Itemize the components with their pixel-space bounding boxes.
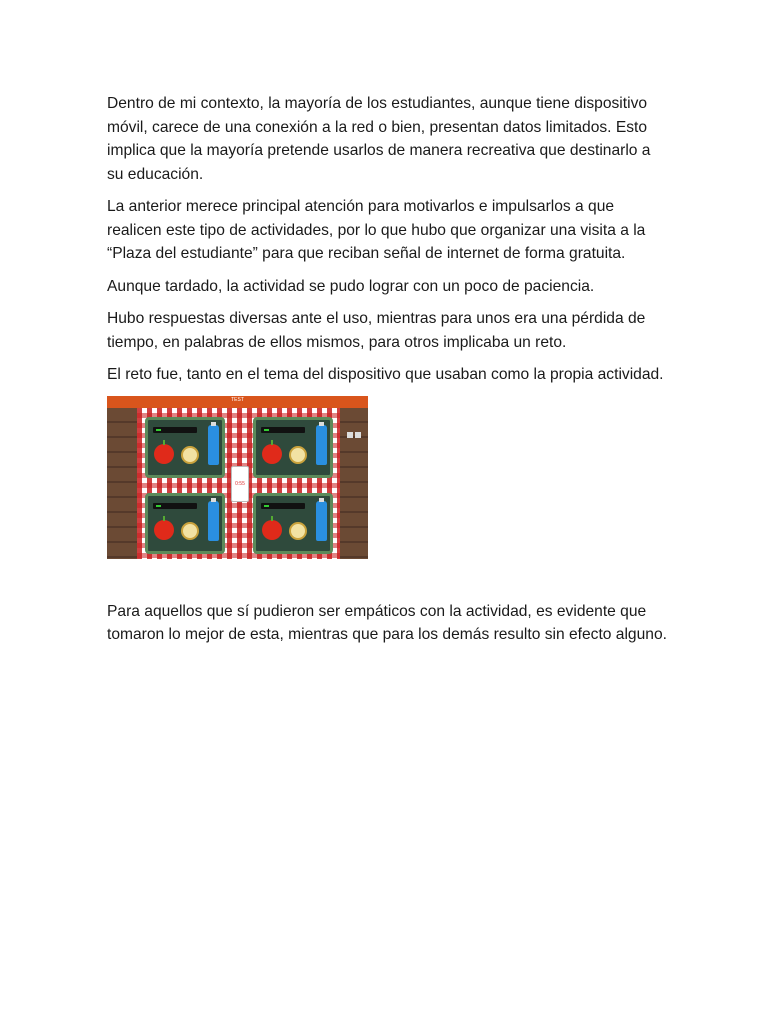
closing-paragraph: Para aquellos que sí pudieron ser empáticos con la actividad, es evidente que tomaron lo mejor de esta, mientras que para los demás resulto sin efecto alguno. <box>107 602 667 643</box>
compass-icon <box>181 446 199 464</box>
water-bottle-icon <box>208 425 219 465</box>
game-screenshot-image <box>107 396 368 559</box>
phone-icon <box>261 503 305 509</box>
compass-icon <box>289 446 307 464</box>
compass-icon <box>181 522 199 540</box>
item-tray-3 <box>145 493 225 554</box>
apple-icon <box>154 520 174 540</box>
game-corner-icons <box>345 425 365 431</box>
game-top-bar <box>107 396 368 408</box>
paragraph-2: La anterior merece principal atención para motivarlos e impulsarlos a que realicen este tipo de actividades, por lo que hubo que organizar una visita a la “Plaza del estudiante” para que reciban señal de internet de forma gratuita. <box>107 198 646 262</box>
paragraph-4: Hubo respuestas diversas ante el uso, mientras para unos era una pérdida de tiempo, en palabras de ellos mismos, para otros implicaba un reto. <box>107 310 646 351</box>
paragraph-1: Dentro de mi contexto, la mayoría de los estudiantes, aunque tiene dispositivo móvil, carece de una conexión a la red o bien, presentan datos limitados. Esto implica que la mayoría pretende usarlos de manera recreativa que destinarlo a su educación. <box>107 95 651 183</box>
water-bottle-icon <box>316 501 327 541</box>
apple-icon <box>262 520 282 540</box>
water-bottle-icon <box>208 501 219 541</box>
paragraph-3: Aunque tardado, la actividad se pudo lograr con un poco de paciencia. <box>107 277 595 295</box>
paragraph-5: El reto fue, tanto en el tema del dispositivo que usaban como la propia actividad. <box>107 366 664 383</box>
compass-icon <box>289 522 307 540</box>
apple-icon <box>154 444 174 464</box>
phone-icon <box>153 427 197 433</box>
game-header-label: TEST <box>231 396 244 403</box>
item-tray-1 <box>145 417 225 478</box>
game-timer: 0:55 <box>231 466 249 502</box>
phone-icon <box>261 427 305 433</box>
apple-icon <box>262 444 282 464</box>
wood-panel-right <box>340 408 368 559</box>
water-bottle-icon <box>316 425 327 465</box>
item-tray-4 <box>253 493 333 554</box>
wood-panel-left <box>107 408 137 559</box>
document-body <box>107 92 667 656</box>
item-tray-2 <box>253 417 333 478</box>
phone-icon <box>153 503 197 509</box>
